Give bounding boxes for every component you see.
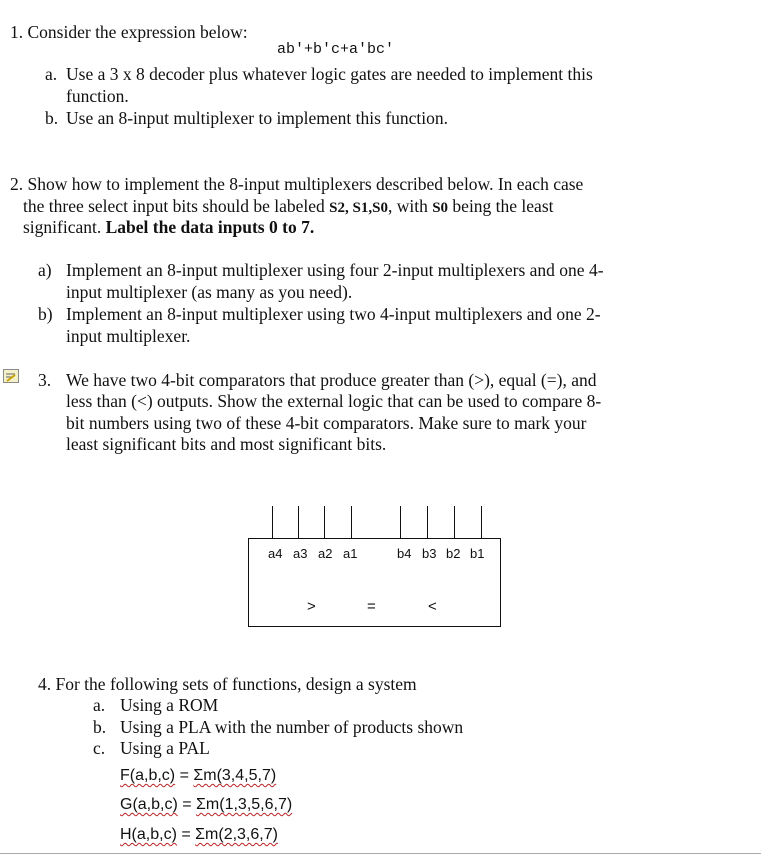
q4-item-c: Using a PAL	[120, 738, 210, 758]
q1-part-a-marker: a.	[45, 64, 58, 84]
page-bottom-rule	[0, 853, 761, 854]
q1-heading: 1. Consider the expression below:	[10, 22, 248, 42]
function-f	[120, 765, 276, 787]
q2-line1: 2. Show how to implement the 8-input multiplexers described below. In each case	[10, 174, 584, 194]
input-pin-a2	[324, 506, 325, 538]
q3-line2: less than (<) outputs. Show the external logic that can be used to compare 8-	[66, 391, 602, 411]
input-pin-a3	[298, 506, 299, 538]
q1-part-a-line2: function.	[66, 86, 129, 106]
q1-part-b-line1: Use an 8-input multiplexer to implement this function.	[66, 108, 449, 128]
function-f-sum: Σm(3,4,5,7)	[193, 767, 277, 784]
q4-item-b-marker: b.	[93, 717, 107, 737]
function-h-lhs: H(a,b,c)	[120, 826, 177, 843]
function-f-eq: =	[175, 767, 194, 784]
label-b2: b2	[446, 546, 461, 561]
q4-item-c-marker: c.	[93, 738, 106, 758]
function-g-eq: =	[177, 796, 197, 813]
function-g-sum: Σm(1,3,5,6,7)	[196, 796, 293, 813]
q2-a-marker: a)	[38, 260, 52, 280]
q2-line3	[23, 216, 314, 238]
output-equal: =	[367, 598, 376, 615]
input-pin-a4	[272, 506, 273, 538]
comment-icon[interactable]	[3, 369, 19, 383]
input-pin-b2	[454, 506, 455, 538]
q2-a-line2: input multiplexer (as many as you need).	[66, 282, 353, 302]
label-b1: b1	[470, 546, 485, 561]
q4-item-a: Using a ROM	[120, 695, 219, 715]
q2-b-line1: Implement an 8-input multiplexer using two 4-input multiplexers and one 2-	[66, 304, 601, 324]
input-pin-a1	[351, 506, 352, 538]
function-h	[120, 824, 278, 846]
input-pin-b1	[481, 506, 482, 538]
q2-line2-post: being the least	[448, 196, 554, 216]
q1-part-b-marker: b.	[45, 108, 59, 128]
q2-a-line1: Implement an 8-input multiplexer using four 2-input multiplexers and one 4-	[66, 260, 604, 280]
label-a1: a1	[343, 546, 358, 561]
q3-number: 3.	[38, 370, 52, 390]
input-pin-b3	[427, 506, 428, 538]
q2-line3-bold: Label the data inputs 0 to 7.	[105, 217, 315, 237]
q2-b-marker: b)	[38, 304, 53, 324]
function-g	[120, 794, 292, 816]
q2-line2-mid: , with	[387, 196, 433, 216]
label-a4: a4	[268, 546, 283, 561]
q1-part-a-line1: Use a 3 x 8 decoder plus whatever logic gates are needed to implement this	[66, 64, 593, 84]
function-h-eq: =	[176, 826, 196, 843]
q3-line3: bit numbers using two of these 4-bit comparators. Make sure to mark your	[66, 413, 587, 433]
q2-line2-pre: the three select input bits should be labeled	[23, 196, 330, 216]
q4-heading: 4. For the following sets of functions, design a system	[38, 674, 417, 694]
input-pin-b4	[400, 506, 401, 538]
q2-select-labels: S2, S1,S0	[329, 200, 388, 216]
function-g-lhs: G(a,b,c)	[120, 796, 178, 813]
output-greater: >	[307, 598, 316, 615]
function-h-sum: Σm(2,3,6,7)	[195, 826, 278, 843]
q1-expression: ab'+b'c+a'bc'	[277, 41, 395, 58]
q2-b-line2: input multiplexer.	[66, 326, 191, 346]
label-b4: b4	[397, 546, 412, 561]
label-a3: a3	[293, 546, 308, 561]
label-a2: a2	[318, 546, 333, 561]
output-less: <	[428, 598, 437, 615]
q2-select-s0: S0	[432, 200, 449, 216]
q3-line4: least significant bits and most significant bits.	[66, 434, 387, 454]
q4-item-b: Using a PLA with the number of products shown	[120, 717, 464, 737]
label-b3: b3	[422, 546, 437, 561]
q3-line1: We have two 4-bit comparators that produce greater than (>), equal (=), and	[66, 370, 597, 390]
q2-line3-pre: significant.	[23, 217, 106, 237]
q4-item-a-marker: a.	[93, 695, 106, 715]
function-f-lhs: F(a,b,c)	[120, 767, 176, 784]
